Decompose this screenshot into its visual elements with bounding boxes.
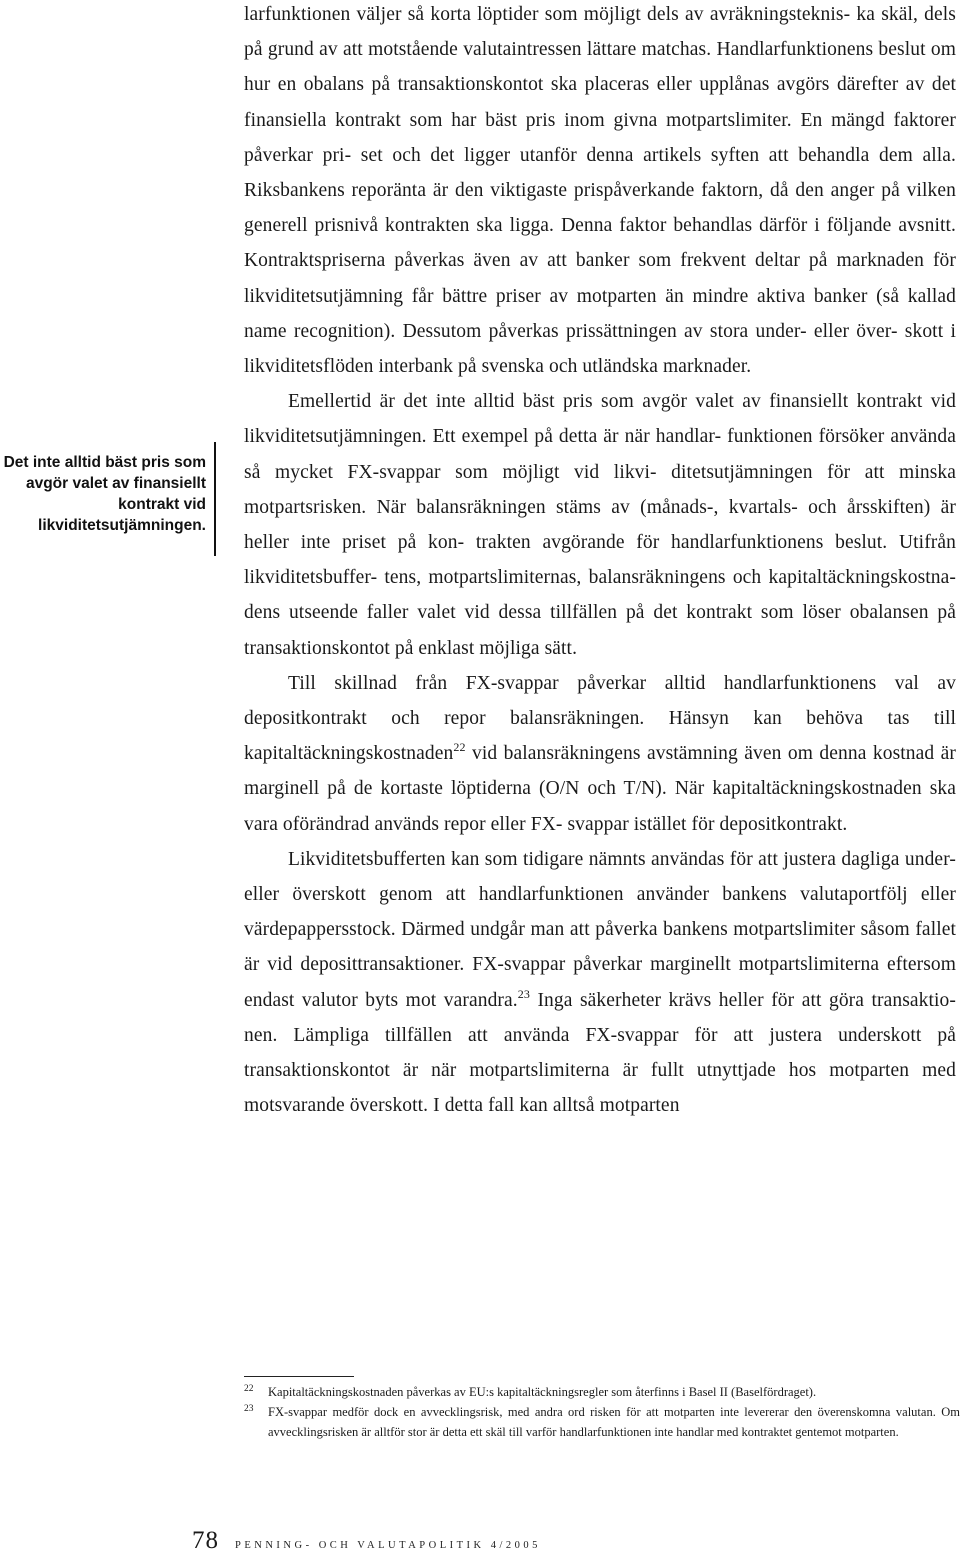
footnote-22 (244, 1382, 960, 1402)
margin-note-text: Det inte alltid bäst pris som avgör valet av finansiellt kontrakt vid likviditetsutjämningen. (3, 454, 206, 534)
footnote-text: FX-svappar medför dock en avvecklingsrisk, med andra ord risken för att motparten inte levererar den överenskomna valutan. Om avvecklingsrisken är alltför stor är detta ett skäl till varför handlarfunktionen inte handlar med kontraktet gentemot motparten. (268, 1405, 960, 1439)
margin-note (0, 452, 206, 536)
paragraph-3 (244, 666, 956, 842)
page-footer (192, 1527, 541, 1561)
paragraph-1: larfunktionen väljer så korta löptider som möjligt dels av avräkningsteknis- ka skäl, dels på grund av att motstående valutaintressen lättare matchas. Handlarfunktionens beslut om hur en obalans på transaktionskontot ska placeras eller upplånas avgörs därefter av det finansiella kontrakt som har bäst pris inom givna motpartslimiter. En mängd faktorer påverkar pri- set och det ligger utanför denna artikels syften att behandla dem alla. Riksbankens reporänta är den viktigaste prispåverkande faktorn, då den anger på vilken generell prisnivå kontrakten ska ligga. Denna faktor behandlas därför i följande avsnitt. Kontraktspriserna påverkas även av att banker som frekvent deltar på marknaden för likviditetsutjämning får bättre priser av motparten än mindre aktiva banker (så kallad name recognition). Dessutom påverkas prissättningen av stora under- eller över- skott i likviditetsflöden interbank på svenska och utländska marknader. (244, 4, 956, 378)
paragraph-3-text-after: vid balansräkningens avstämning även om denna kostnad är marginell på de kortaste löptiderna (O/N och T/N). När kapitaltäckningskostnaden ska vara oförändrad används repor eller FX- svappar istället för depositkontrakt. (244, 743, 956, 835)
paragraph-3-text-before: Till skillnad från FX-svappar påverkar alltid handlarfunktionens val av depositkontrakt och repor balansräkningen. Hänsyn kan behöva tas till kapitaltäckningskostnaden (244, 672, 956, 765)
footnote-number: 22 (244, 1384, 254, 1394)
footnote-23 (244, 1402, 960, 1442)
paragraph-4-text-before: Likviditetsbufferten kan som tidigare nämnts användas för att justera dagliga under- eller överskott genom att handlarfunktionen använder bankens valutaportfölj eller värdepappersstock. Därmed undgår man att påverka bankens motpartslimiter såsom fallet är vid deposittransaktioner. FX-svappar påverkar marginellt motpartslimiterna eftersom endast valutor byts mot varandra. (244, 848, 956, 1011)
footnote-text: Kapitaltäckningskostnaden påverkas av EU:s kapitaltäckningsregler som återfinns i Basel II (Baselfördraget). (268, 1385, 817, 1399)
article-body (244, 0, 956, 1124)
paragraph-4-text-after: Inga säkerheter krävs heller för att göra transaktio- nen. Lämpliga tillfällen att använda FX-svappar för att justera underskott på transaktionskontot är när motpartslimiterna är fullt utnyttjade hos motparten med motsvarande överskott. I detta fall kan alltså motparten (244, 989, 956, 1117)
footnote-ref-23[interactable]: 23 (517, 986, 530, 1001)
footnote-divider (244, 1376, 354, 1377)
footnote-ref-22[interactable]: 22 (453, 740, 466, 755)
paragraph-2: Emellertid är det inte alltid bäst pris som avgör valet av finansiellt kontrakt vid likviditetsutjämningen. Ett exempel på detta är när handlar- funktionen försöker använda så mycket FX-svappar som möjligt vid likvi- ditetsutjämningen för att minska motpartsrisken. När balansräkningen stäms av (månads-, kvartals- och årsskiften) är heller inte priset på kon- trakten avgörande för handlarfunktionens beslut. Utifrån likviditetsbuffer- tens, motpartslimiternas, balansräkningens och kapitaltäckningskostna- dens utseende faller valet vid dessa tillfällen på det kontrakt som löser obalansen på transaktionskontot på enklast möjliga sätt. (244, 391, 956, 659)
margin-note-rule (214, 442, 216, 556)
footnote-number: 23 (244, 1404, 254, 1414)
journal-title: PENNING- OCH VALUTAPOLITIK 4/2005 (235, 1540, 541, 1551)
page-number: 78 (192, 1527, 219, 1554)
paragraph-4 (244, 842, 956, 1124)
footnotes (244, 1382, 960, 1442)
